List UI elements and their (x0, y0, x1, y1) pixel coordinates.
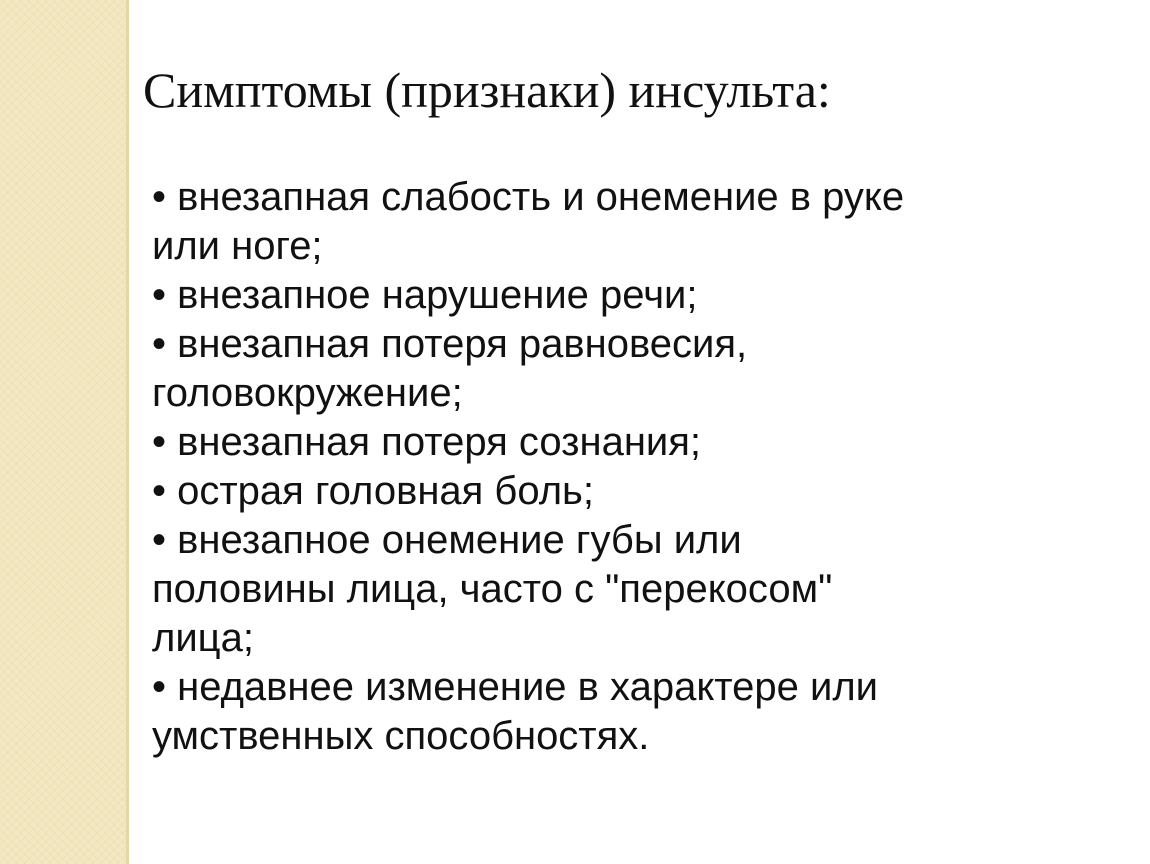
list-line: лица; (152, 616, 254, 660)
list-line: • внезапная слабость и онемение в руке (152, 175, 905, 219)
list-line: • острая головная боль; (152, 469, 594, 513)
list-line: • внезапная потеря равновесия, (152, 322, 748, 366)
slide-title: Симптомы (признаки) инсульта: (143, 62, 831, 118)
list-line: умственных способностях. (152, 714, 650, 758)
list-line: головокружение; (152, 371, 463, 415)
list-line: половины лица, часто с "перекосом" (152, 567, 833, 611)
decorative-side-band (0, 0, 126, 864)
list-line: • внезапная потеря сознания; (152, 420, 702, 464)
side-band-edge (126, 0, 129, 864)
list-line: или ноге; (152, 224, 323, 268)
symptom-list (152, 173, 1052, 761)
list-line: • недавнее изменение в характере или (152, 665, 879, 709)
list-line: • внезапное нарушение речи; (152, 273, 698, 317)
list-line: • внезапное онемение губы или (152, 518, 742, 562)
